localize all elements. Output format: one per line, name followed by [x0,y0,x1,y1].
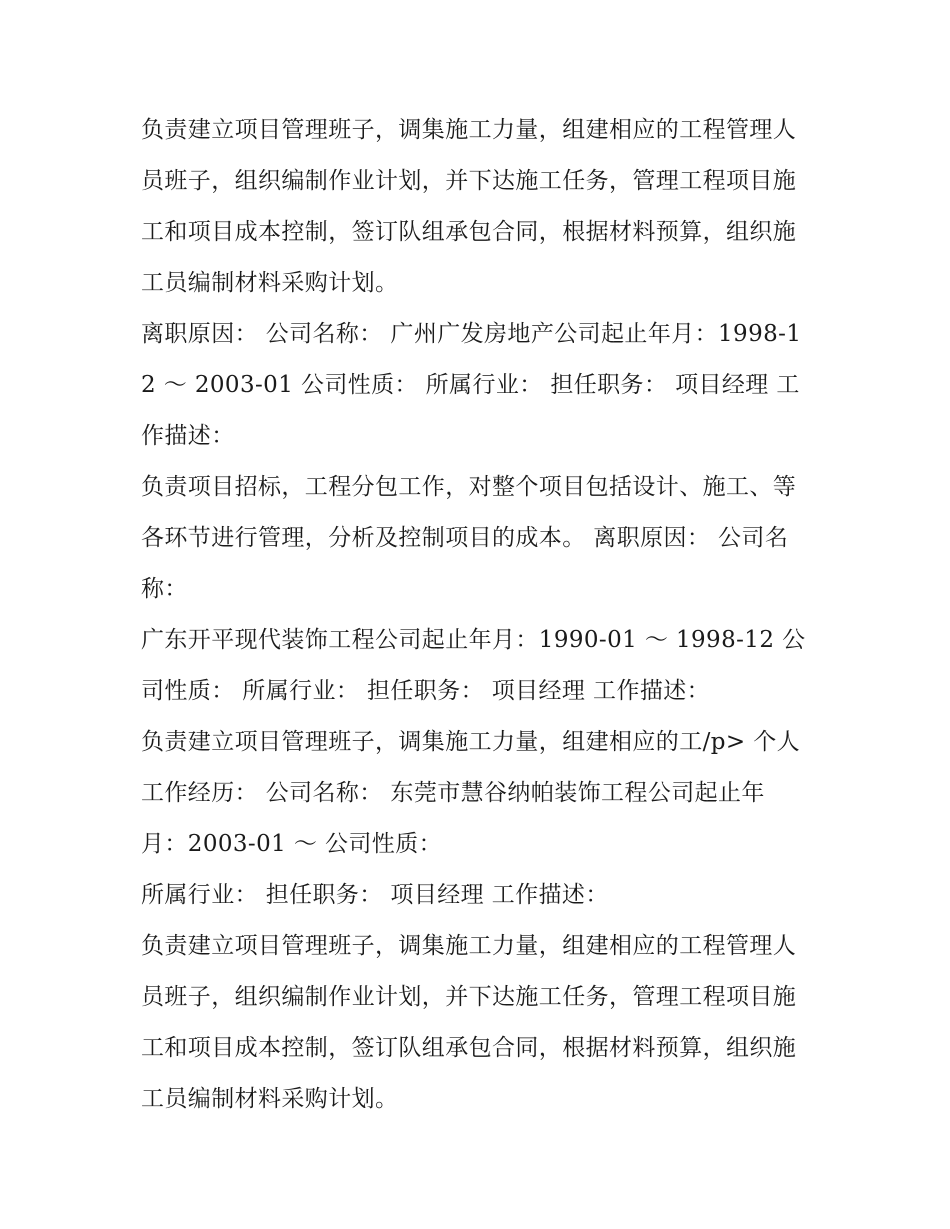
paragraph-company-kaiping: 广东开平现代装饰工程公司起止年月：1990-01 ～ 1998-12 公司性质： 所属行业： 担任职务： 项目经理 工作描述： [141,627,806,704]
document-body [141,105,811,1125]
paragraph-position: 所属行业： 担任职务： 项目经理 工作描述： [141,882,609,908]
paragraph-job-description-2: 负责项目招标，工程分包工作，对整个项目包括设计、施工、等各环节进行管理，分析及控制项目的成本。 离职原因： 公司名称： [141,474,797,602]
paragraph-work-history: 负责建立项目管理班子，调集施工力量，组建相应的工/p> 个人工作经历： 公司名称： 东莞市慧谷纳帕装饰工程公司起止年月：2003-01 ～ 公司性质： [141,729,801,857]
paragraph-company-guangzhou: 离职原因： 公司名称： 广州广发房地产公司起止年月：1998-12 ～ 2003-01 公司性质： 所属行业： 担任职务： 项目经理 工作描述： [141,321,802,449]
paragraph-job-description-1: 负责建立项目管理班子，调集施工力量，组建相应的工程管理人员班子，组织编制作业计划，并下达施工任务，管理工程项目施工和项目成本控制，签订队组承包合同，根据材料预算，组织施工员编制材料采购计划。 [141,117,797,296]
paragraph-job-description-3: 负责建立项目管理班子，调集施工力量，组建相应的工程管理人员班子，组织编制作业计划，并下达施工任务，管理工程项目施工和项目成本控制，签订队组承包合同，根据材料预算，组织施工员编制材料采购计划。 [141,933,797,1112]
